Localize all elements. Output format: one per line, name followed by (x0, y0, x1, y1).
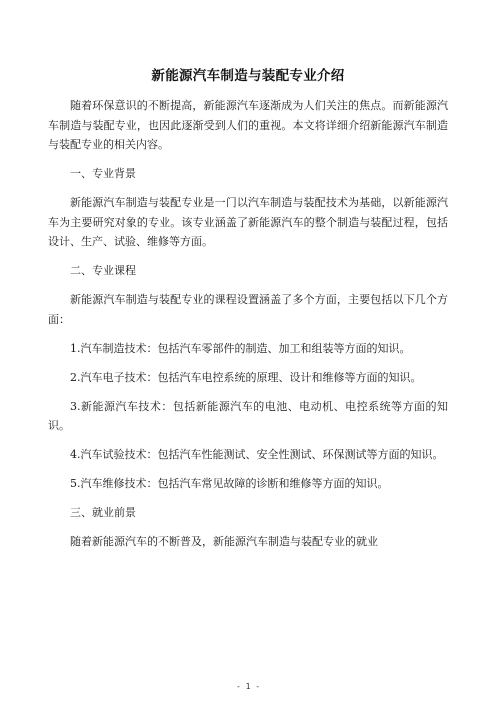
document-body (48, 96, 448, 561)
section-heading-background: 一、专业背景 (70, 167, 136, 180)
page-number: - 1 - (235, 682, 261, 691)
section-heading-employment: 三、就业前景 (70, 506, 136, 519)
course-item: 1.汽车制造技术：包括汽车零部件的制造、加工和组装等方面的知识。 (70, 341, 411, 355)
course-item: 3.新能源汽车技术：包括新能源汽车的电池、电动机、电控系统等方面的知识。 (48, 399, 448, 432)
course-item: 4.汽车试验技术：包括汽车性能测试、安全性测试、环保测试等方面的知识。 (70, 448, 444, 461)
section-heading-courses: 二、专业课程 (70, 264, 136, 277)
background-paragraph: 新能源汽车制造与装配专业是一门以汽车制造与装配技术为基础，以新能源汽车为主要研究对象的专业。该专业涵盖了新能源汽车的整个制造与装配过程，包括设计、生产、试验、维修等方面。 (48, 196, 448, 248)
course-item: 2.汽车电子技术：包括汽车电控系统的原理、设计和维修等方面的知识。 (70, 370, 422, 384)
course-item: 5.汽车维修技术：包括汽车常见故障的诊断和维修等方面的知识。 (70, 477, 389, 490)
employment-paragraph: 随着新能源汽车的不断普及，新能源汽车制造与装配专业的就业 (70, 535, 378, 548)
courses-intro-paragraph: 新能源汽车制造与装配专业的课程设置涵盖了多个方面，主要包括以下几个方面： (48, 293, 448, 326)
document-title: 新能源汽车制造与装配专业介绍 (151, 68, 345, 84)
intro-paragraph: 随着环保意识的不断提高，新能源汽车逐渐成为人们关注的焦点。而新能源汽车制造与装配专业，也因此逐渐受到人们的重视。本文将详细介绍新能源汽车制造与装配专业的相关内容。 (48, 99, 448, 151)
